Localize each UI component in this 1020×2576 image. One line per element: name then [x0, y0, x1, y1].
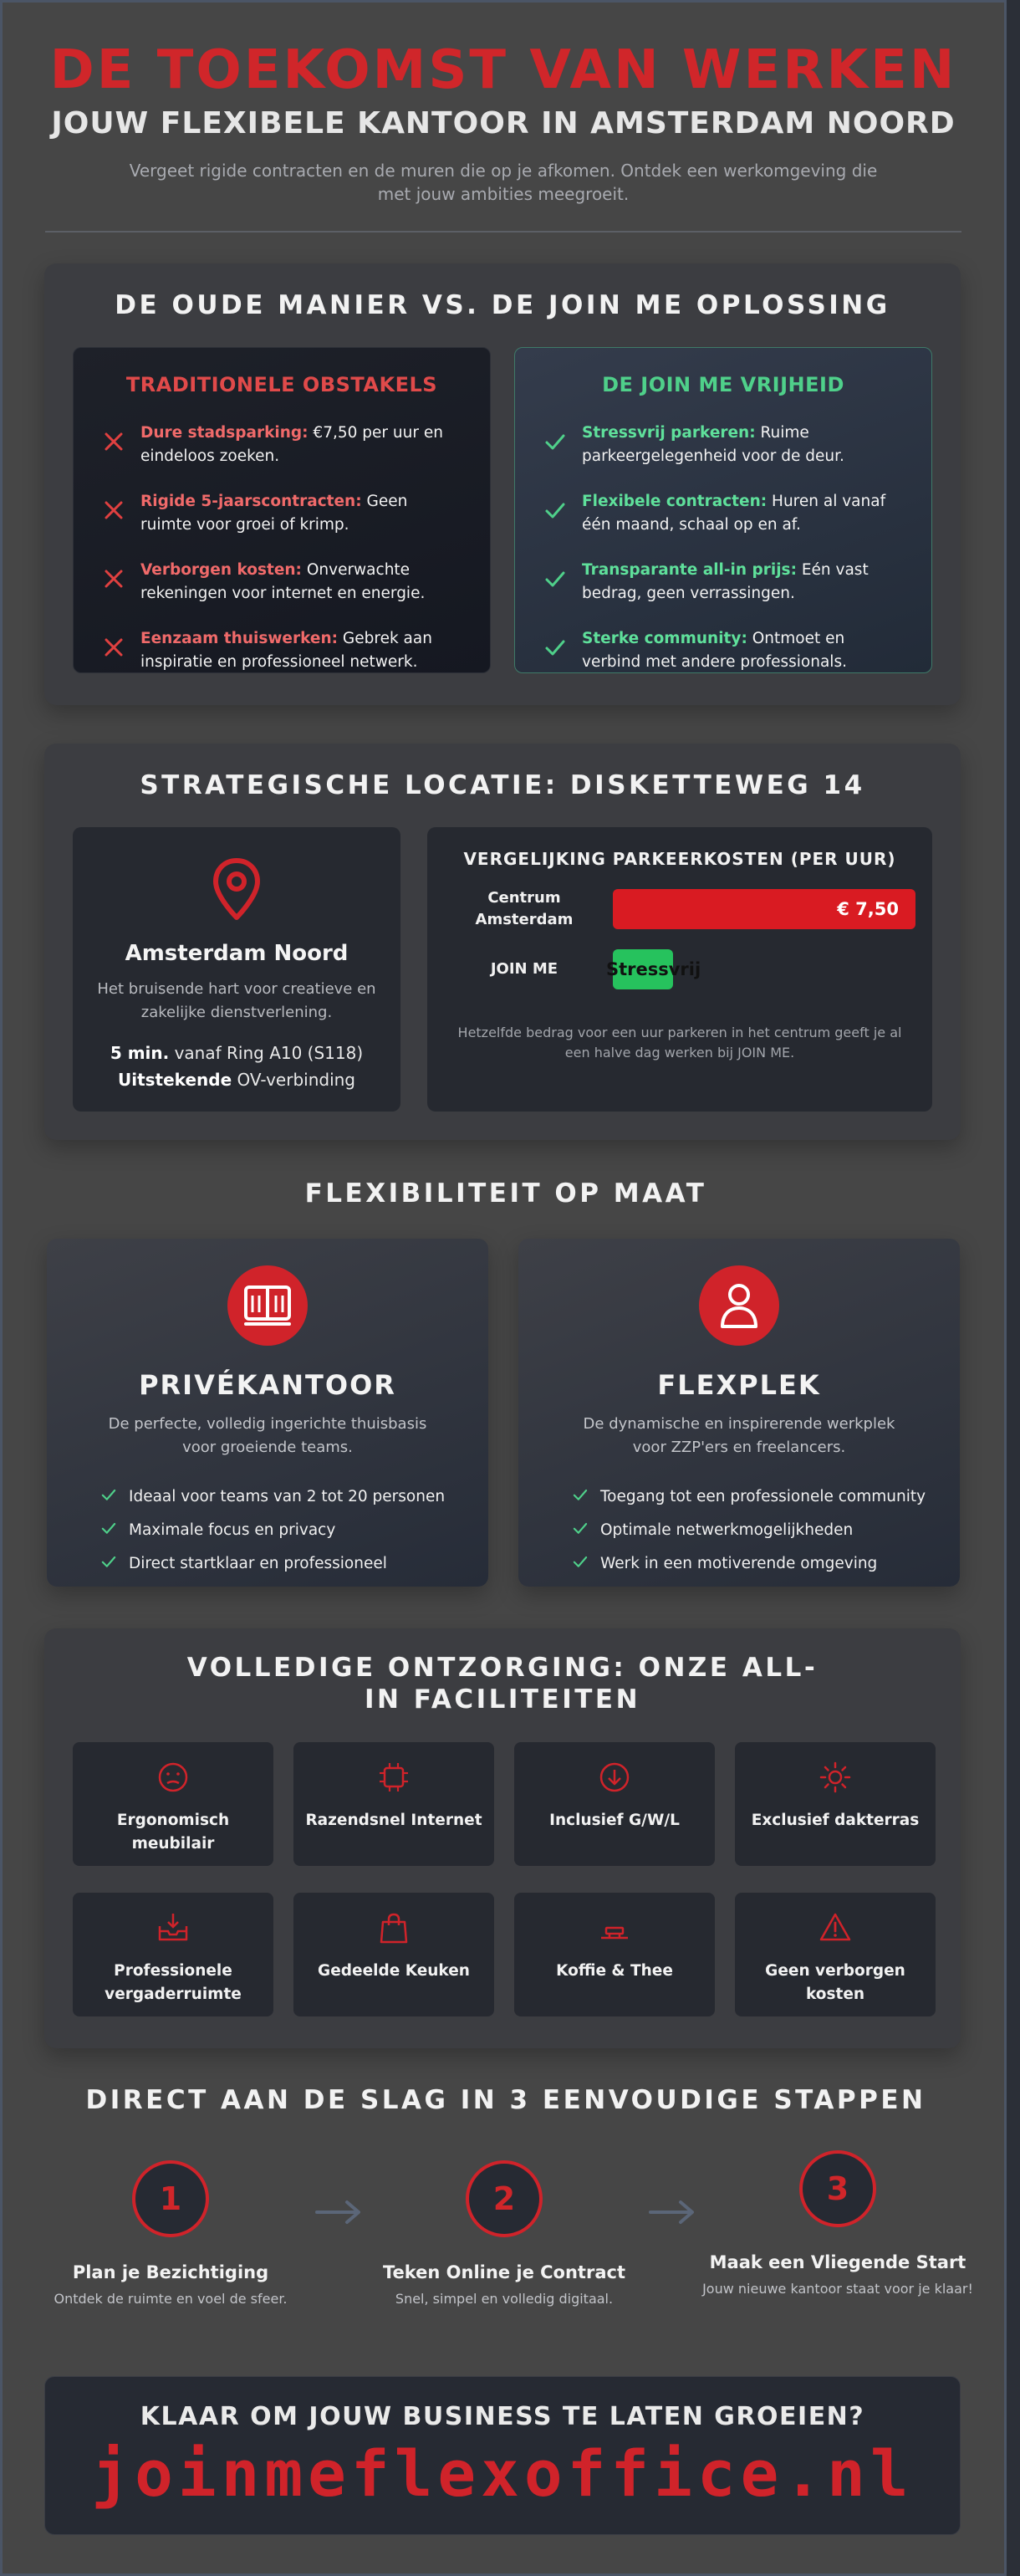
facility-tile: [735, 1893, 936, 2016]
map-pin-icon: [207, 912, 266, 928]
check-icon: [572, 1486, 600, 1507]
step-1: [28, 2160, 313, 2309]
check-icon: [543, 636, 567, 659]
list-item: Eenzaam thuiswerken: Gebrek aan inspiratie en professioneel netwerk.: [102, 627, 462, 674]
arrow-down-circle-icon: [598, 1781, 631, 1797]
step-2: [362, 2160, 646, 2309]
check-icon: [572, 1553, 600, 1574]
parking-chart-card: [427, 827, 932, 1112]
location-ring-line: 5 min. vanaf Ring A10 (S118): [110, 1043, 364, 1063]
check-icon: [543, 498, 567, 522]
step-3: [696, 2150, 980, 2299]
old-way-card: [73, 347, 491, 673]
step-number: 2: [466, 2160, 543, 2237]
facility-tile: [73, 1742, 273, 1866]
facility-label: Exclusief dakterras: [751, 1812, 920, 1829]
x-icon: [102, 567, 125, 590]
check-icon: [572, 1520, 600, 1541]
hero-subtitle: JOUW FLEXIBELE KANTOOR IN AMSTERDAM NOORD: [51, 106, 956, 141]
parking-bar-label: Centrum Amsterdam: [475, 889, 574, 928]
flexplek-title: FLEXPLEK: [657, 1369, 821, 1401]
step-description: Snel, simpel en volledig digitaal.: [395, 2291, 614, 2307]
step-number: 1: [132, 2160, 209, 2237]
location-title: STRATEGISCHE LOCATIE: DISKETTEWEG 14: [140, 770, 865, 800]
check-icon: [543, 430, 567, 453]
list-item: Transparante all-in prijs: Eén vast bedrag, geen verrassingen.: [543, 559, 903, 606]
facility-tile: [73, 1893, 273, 2016]
list-item: Direct startklaar en professioneel: [100, 1546, 488, 1580]
x-icon: [102, 498, 125, 522]
list-item: Toegang tot een professionele community: [572, 1480, 960, 1513]
facility-tile: [514, 1742, 715, 1866]
check-icon: [100, 1553, 129, 1574]
private-office-card: [47, 1239, 488, 1587]
comparison-title: DE OUDE MANIER VS. DE JOIN ME OPLOSSING: [115, 290, 890, 320]
hero: [3, 3, 1004, 233]
step-title: Maak een Vliegende Start: [709, 2252, 966, 2272]
parking-bar-value: € 7,50: [837, 899, 899, 919]
arrow-right-icon: [647, 2197, 697, 2231]
check-icon: [100, 1486, 129, 1507]
facility-label: Inclusief G/W/L: [549, 1812, 680, 1829]
facility-label: Professionele vergaderruimte: [105, 1962, 242, 2003]
private-office-description: De perfecte, volledig ingerichte thuisbasis voor groeiende teams.: [108, 1415, 427, 1456]
facility-label: Geen verborgen kosten: [765, 1962, 905, 2003]
flexplek-card: [518, 1239, 960, 1587]
user-icon: [699, 1265, 779, 1346]
book-open-icon: [227, 1265, 308, 1346]
step-title: Plan je Bezichtiging: [72, 2262, 269, 2282]
parking-note: Hetzelfde bedrag voor een uur parkeren in het centrum geeft je al een halve dag werken bij JOIN ME.: [457, 1025, 902, 1061]
facility-label: Gedeelde Keuken: [318, 1962, 470, 1980]
cta-box: [44, 2376, 961, 2535]
list-item: Verborgen kosten: Onverwachte rekeningen voor internet en energie.: [102, 559, 462, 606]
hero-divider: [45, 231, 961, 233]
facility-label: Razendsnel Internet: [305, 1812, 482, 1829]
arrow-right-icon: [314, 2197, 364, 2231]
location-section: [44, 744, 961, 1140]
facility-label: Ergonomisch meubilair: [116, 1812, 230, 1853]
chip-icon: [377, 1781, 411, 1797]
list-item: Rigide 5-jaarscontracten: Geen ruimte voor groei of krimp.: [102, 490, 462, 537]
hero-description: Vergeet rigide contracten en de muren die op je afkomen. Ontdek een werkomgeving die met jouw ambities meegroeit.: [129, 161, 878, 204]
join-me-card: [514, 347, 932, 673]
flexplek-description: De dynamische en inspirerende werkplek voor ZZP'ers en freelancers.: [583, 1415, 895, 1456]
parking-bar-row: [447, 949, 912, 989]
coffee-icon: [598, 1932, 631, 1948]
list-item: Optimale netwerkmogelijkheden: [572, 1513, 960, 1546]
facility-tile: [735, 1742, 936, 1866]
flex-title: FLEXIBILITEIT OP MAAT: [304, 1178, 707, 1209]
facility-label: Koffie & Thee: [556, 1962, 673, 1980]
private-office-title: PRIVÉKANTOOR: [139, 1369, 396, 1401]
step-description: Jouw nieuwe kantoor staat voor je klaar!: [702, 2281, 973, 2297]
comparison-section: [44, 263, 961, 705]
sun-icon: [819, 1781, 852, 1797]
location-name: Amsterdam Noord: [125, 941, 349, 966]
list-item: Stressvrij parkeren: Ruime parkeergelegenheid voor de deur.: [543, 422, 903, 468]
list-item: Maximale focus en privacy: [100, 1513, 488, 1546]
step-number: 3: [799, 2150, 876, 2227]
step-title: Teken Online je Contract: [383, 2262, 625, 2282]
parking-bar-row: [447, 887, 912, 931]
cta-website-link[interactable]: joinmeflexoffice.nl: [91, 2436, 914, 2511]
x-icon: [102, 430, 125, 453]
location-ov-line: Uitstekende OV-verbinding: [118, 1070, 355, 1090]
old-way-heading: TRADITIONELE OBSTAKELS: [125, 373, 438, 396]
list-item: Werk in een motiverende omgeving: [572, 1546, 960, 1580]
warning-icon: [819, 1932, 852, 1948]
check-icon: [543, 567, 567, 590]
parking-chart-title: VERGELIJKING PARKEERKOSTEN (PER UUR): [463, 849, 896, 869]
smiley-icon: [156, 1781, 190, 1797]
steps-title: DIRECT AAN DE SLAG IN 3 EENVOUDIGE STAPPEN: [85, 2085, 926, 2115]
step-description: Ontdek de ruimte en voel de sfeer.: [54, 2291, 288, 2307]
parking-bar-label: JOIN ME: [490, 960, 558, 978]
join-me-heading: DE JOIN ME VRIJHEID: [602, 373, 844, 396]
list-item: Dure stadsparking: €7,50 per uur en eindeloos zoeken.: [102, 422, 462, 468]
facility-tile: [293, 1742, 494, 1866]
facilities-title: VOLLEDIGE ONTZORGING: ONZE ALL-IN FACILITEITEN: [186, 1653, 819, 1715]
list-item: Ideaal voor teams van 2 tot 20 personen: [100, 1480, 488, 1513]
facilities-section: [44, 1628, 961, 2048]
facility-tile: [514, 1893, 715, 2016]
cta-question: KLAAR OM JOUW BUSINESS TE LATEN GROEIEN?: [140, 2402, 865, 2431]
x-icon: [102, 636, 125, 659]
facility-tile: [293, 1893, 494, 2016]
bag-icon: [377, 1932, 411, 1948]
list-item: Flexibele contracten: Huren al vanaf één maand, schaal op en af.: [543, 490, 903, 537]
location-card: [73, 827, 400, 1112]
hero-title: DE TOEKOMST VAN WERKEN: [49, 39, 957, 101]
inbox-download-icon: [156, 1932, 190, 1948]
parking-bar-value: Stressvrij: [605, 959, 701, 979]
list-item: Sterke community: Ontmoet en verbind met andere professionals.: [543, 627, 903, 674]
check-icon: [100, 1520, 129, 1541]
location-description: Het bruisende hart voor creatieve en zakelijke dienstverlening.: [97, 980, 376, 1021]
